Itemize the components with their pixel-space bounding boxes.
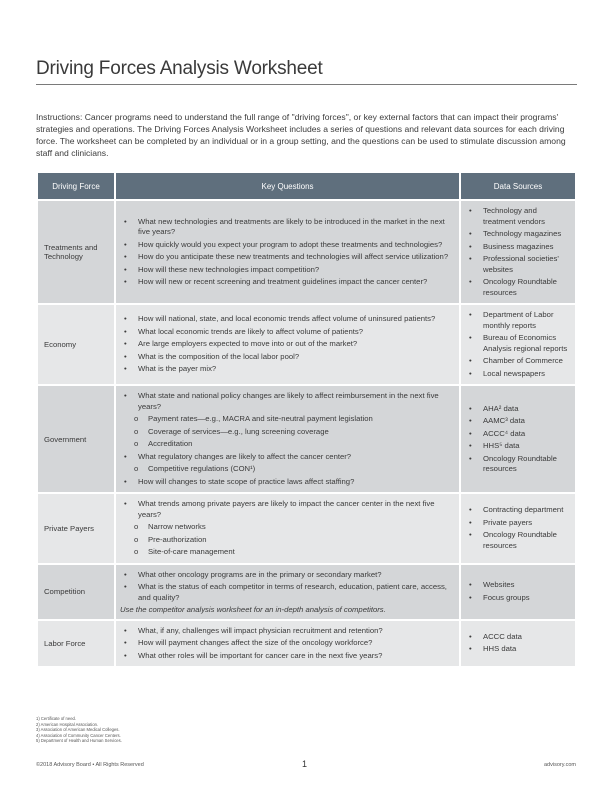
data-sources-cell [461,305,575,384]
footer-website-link[interactable]: advisory.com [544,762,576,768]
table-row [38,201,575,303]
footnote: 3) Association of American Medical Colleges. [36,727,120,733]
source-item: • Focus groups [465,593,571,604]
footnotes [36,716,122,744]
header-data-sources: Data Sources [461,173,575,199]
data-sources-cell [461,494,575,563]
title-divider [36,84,577,85]
driving-forces-table [36,171,577,668]
footnote: 1) Certificate of need. [36,716,77,721]
question-subitem: o Coverage of services—e.g., lung screening coverage [120,427,455,438]
source-item: • HHS data [465,644,571,655]
instructions-text: Instructions: Cancer programs need to understand the full range of "driving forces", or key external factors that can impact their programs' strategies and operations. The Driving Forces Analysis Worksheet includes a series of questions and relevant data sources for each driving force. The worksheet can be completed by an individual or in a group setting, and the questions can be used to stimulate discussion among staff and clinicians. [36,112,566,158]
table-row [38,494,575,563]
question-item: • What is the payer mix? [120,364,455,375]
question-item: • How will payment changes affect the size of the oncology workforce? [120,638,455,649]
table-row [38,621,575,667]
source-item: • Oncology Roundtable resources [465,277,571,298]
question-item: • What trends among private payers are likely to impact the cancer center in the next five years? [120,499,455,520]
source-item: • AHA² data [465,404,571,415]
source-item: • Professional societies' websites [465,254,571,275]
competitor-worksheet-note: Use the competitor analysis worksheet for an in-depth analysis of competitors. [120,605,386,614]
source-item: • ACCC data [465,632,571,643]
question-item: • Are large employers expected to move into or out of the market? [120,339,455,350]
header-driving-force: Driving Force [38,173,114,199]
page-title: Driving Forces Analysis Worksheet [36,58,323,79]
question-item: • How quickly would you expect your program to adopt these treatments and technologies? [120,240,455,251]
source-item: • Technology magazines [465,229,571,240]
source-item: • HHS⁵ data [465,441,571,452]
question-item: • What other roles will be important for cancer care in the next five years? [120,651,455,662]
footer-copyright: ©2018 Advisory Board • All Rights Reserved [36,762,144,768]
source-item: • ACCC⁴ data [465,429,571,440]
question-item: • How will changes to state scope of practice laws affect staffing? [120,477,455,488]
source-item: • Contracting department [465,505,571,516]
source-item: • Local newspapers [465,369,571,380]
source-item: • Department of Labor monthly reports [465,310,571,331]
question-item: • What is the status of each competitor in terms of research, education, patient care, access, and quality? [120,582,455,603]
driving-force-cell: Private Payers [38,494,114,563]
data-sources-cell [461,201,575,303]
table-row [38,565,575,619]
question-item: • What is the composition of the local labor pool? [120,352,455,363]
question-subitem: o Payment rates—e.g., MACRA and site-neutral payment legislation [120,414,455,425]
question-subitem: o Site-of-care management [120,547,455,558]
data-sources-cell [461,621,575,667]
footnote: 2) American Hospital Association. [36,721,99,727]
question-subitem: o Accreditation [120,439,455,450]
question-subitem: o Competitive regulations (CON¹) [120,464,455,475]
question-item: • How will these new technologies impact competition? [120,265,455,276]
source-item: • Websites [465,580,571,591]
key-questions-cell [116,386,459,492]
question-item: • What, if any, challenges will impact physician recruitment and retention? [120,626,455,637]
data-sources-cell [461,386,575,492]
question-item: • What regulatory changes are likely to affect the cancer center? [120,452,455,463]
source-item: • AAMC³ data [465,416,571,427]
question-item: • What new technologies and treatments are likely to be introduced in the market in the next five years? [120,217,455,238]
key-questions-cell [116,305,459,384]
footnote: 5) Department of Health and Human Services. [36,738,122,744]
driving-force-cell: Competition [38,565,114,619]
question-item: • What other oncology programs are in the primary or secondary market? [120,570,455,581]
data-sources-cell [461,565,575,619]
footer-page-number: 1 [302,759,308,769]
question-subitem: o Narrow networks [120,522,455,533]
table-header-row [38,173,575,199]
driving-force-cell: Treatments and Technology [38,201,114,303]
source-item: • Technology and treatment vendors [465,206,571,227]
source-item: • Bureau of Economics Analysis regional reports [465,333,571,354]
source-item: • Business magazines [465,242,571,253]
header-key-questions: Key Questions [116,173,459,199]
key-questions-cell [116,621,459,667]
footnote: 4) Association of Community Cancer Centers. [36,732,121,738]
question-subitem: o Pre-authorization [120,535,455,546]
table-row [38,305,575,384]
driving-force-cell: Government [38,386,114,492]
question-item: • How will national, state, and local economic trends affect volume of uninsured patients? [120,314,455,325]
source-item: • Chamber of Commerce [465,356,571,367]
key-questions-cell [116,494,459,563]
source-item: • Private payers [465,518,571,529]
question-item: • What local economic trends are likely to affect volume of patients? [120,327,455,338]
source-item: • Oncology Roundtable resources [465,454,571,475]
driving-force-cell: Labor Force [38,621,114,667]
question-item: • What state and national policy changes are likely to affect reimbursement in the next five years? [120,391,455,412]
driving-force-cell: Economy [38,305,114,384]
question-item: • How will new or recent screening and treatment guidelines impact the cancer center? [120,277,455,288]
key-questions-cell [116,201,459,303]
key-questions-cell [116,565,459,619]
question-item: • How do you anticipate these new treatments and technologies will affect service utilization? [120,252,455,263]
source-item: • Oncology Roundtable resources [465,530,571,551]
table-row [38,386,575,492]
